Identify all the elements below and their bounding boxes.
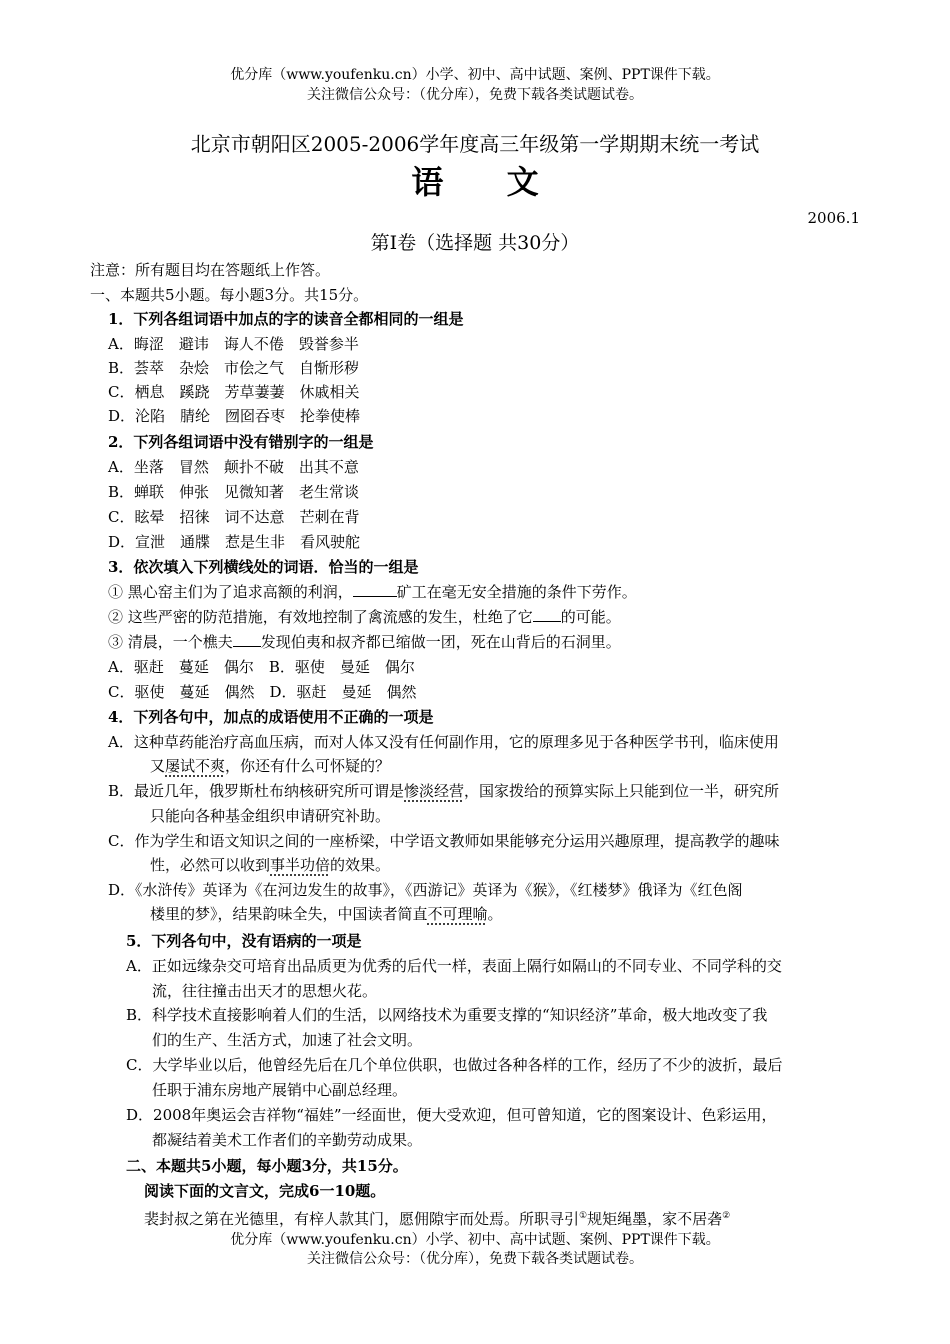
q3-sentence-1 — [108, 582, 637, 602]
q4-stem: 4．下列各句中，加点的成语使用不正确的一项是 — [108, 708, 434, 726]
q1-option-b: B．荟萃 杂烩 市侩之气 自惭形秽 — [108, 359, 360, 377]
q4-option-b-line-1 — [108, 781, 779, 801]
footnote-marker-2: ② — [722, 1211, 731, 1221]
q4-b-pre: B．最近几年，俄罗斯杜布纳核研究所可谓是 — [108, 782, 405, 800]
q3-s3-part-b: 发现伯夷和叔齐都已缩做一团，死在山背后的石洞里。 — [260, 633, 621, 651]
q2-option-d: D．宣泄 通牒 惹是生非 看风驶舵 — [108, 533, 361, 551]
q4-option-d-line-1: D．《水浒传》英译为《在河边发生的故事》，《西游记》英译为《猴》，《红楼梦》俄译为《红色阁 — [108, 881, 743, 899]
q1-option-d: D．沦陷 腈纶 囫囵吞枣 抡拳使棒 — [108, 407, 361, 425]
reading-prompt: 阅读下面的文言文，完成6一10题。 — [144, 1182, 386, 1200]
q3-stem: 3．依次填入下列横线处的词语．恰当的一组是 — [108, 558, 419, 576]
q4-option-a-line-2 — [150, 756, 390, 776]
q3-s2-part-a: ② 这些严密的防范措施，有效地控制了禽流感的发生，杜绝了它 — [108, 608, 533, 626]
q4-option-c-line-1: C．作为学生和语文知识之间的一座桥梁，中学语文教师如果能够充分运用兴趣原理，提高教学的趣味 — [108, 832, 780, 850]
blank-line — [233, 632, 261, 647]
q4-b-post: ，国家拨给的预算实际上只能到位一半，研究所 — [464, 782, 780, 800]
q3-s1-part-a: ① 黑心窑主们为了追求高额的利润， — [108, 583, 353, 601]
exam-date: 2006.1 — [807, 209, 860, 227]
q4-option-b-line-2: 只能向各种基金组织申请研究补助。 — [150, 807, 391, 825]
q4-d-dotted-idiom: 不可理喻 — [427, 905, 488, 923]
q4-d-pre: 楼里的梦》，结果韵味全失，中国读者简直 — [150, 905, 428, 923]
q5-option-b-line-1: B．科学技术直接影响着人们的生活，以网络技术为重要支撑的“知识经济”革命，极大地改变了我 — [126, 1006, 768, 1024]
q5-stem: 5．下列各句中，没有语病的一项是 — [126, 932, 362, 950]
q4-d-post: 。 — [487, 905, 503, 923]
q3-s1-part-b: 矿工在毫无安全措施的条件下劳作。 — [396, 583, 637, 601]
footer-line-2: 关注微信公众号：（优分库），免费下载各类试题试卷。 — [307, 1251, 643, 1267]
blank-line — [533, 607, 561, 622]
footer-line-1: 优分库（www.youfenku.cn）小学、初中、高中试题、案例、PPT课件下载。 — [230, 1232, 720, 1248]
q3-s2-part-b: 的可能。 — [560, 608, 621, 626]
header-line-1: 优分库（www.youfenku.cn）小学、初中、高中试题、案例、PPT课件下载。 — [230, 67, 720, 83]
q4-a-pre: 又 — [150, 757, 166, 775]
q3-options-cd: C．驱使 蔓延 偶然 D．驱赶 曼延 偶然 — [108, 683, 417, 701]
q4-option-d-line-2 — [150, 904, 503, 924]
subject-title: 语 文 — [411, 163, 565, 201]
q4-c-dotted-idiom: 事半功倍 — [270, 856, 331, 874]
section-title: 第I卷（选择题 共30分） — [370, 232, 580, 254]
q5-option-d-line-1: D．2008年奥运会吉祥物“福娃”一经面世，便大受欢迎，但可曾知道，它的图案设计、色彩运用， — [126, 1106, 777, 1124]
q3-s3-part-a: ③ 清晨，一个樵夫 — [108, 633, 233, 651]
q2-stem: 2．下列各组词语中没有错别字的一组是 — [108, 433, 374, 451]
q5-option-c-line-1: C．大学毕业以后，他曾经先后在几个单位供职，也做过各种各样的工作，经历了不少的波折，最后 — [126, 1056, 783, 1074]
q5-option-a-line-1: A．正如远缘杂交可培育出品质更为优秀的后代一样，表面上隔行如隔山的不同专业、不同学科的交 — [126, 957, 782, 975]
notice: 注意：所有题目均在答题纸上作答。 — [90, 261, 331, 279]
q2-option-c: C．眩晕 招徕 词不达意 芒刺在背 — [108, 508, 360, 526]
q4-b-dotted-idiom: 惨淡经营 — [404, 782, 465, 800]
section-2-heading: 二、本题共5小题，每小题3分，共15分。 — [126, 1157, 408, 1175]
footnote-marker-1: ① — [579, 1211, 588, 1221]
q4-c-post: 的效果。 — [330, 856, 391, 874]
q3-sentence-3 — [108, 632, 621, 652]
q1-option-c: C．栖息 蹊跷 芳草萋萋 休戚相关 — [108, 383, 360, 401]
passage-part-b: 规矩绳墨，家不居砻 — [587, 1210, 723, 1228]
exam-title: 北京市朝阳区2005-2006学年度高三年级第一学期期末统一考试 — [190, 132, 760, 156]
header-line-2: 关注微信公众号：（优分库），免费下载各类试题试卷。 — [307, 87, 643, 103]
q1-stem: 1．下列各组词语中加点的字的读音全都相同的一组是 — [108, 310, 464, 328]
blank-line — [353, 582, 397, 597]
q5-option-d-line-2: 都凝结着美术工作者们的辛勤劳动成果。 — [152, 1131, 423, 1149]
q4-option-c-line-2 — [150, 855, 390, 875]
section-1-heading: 一、本题共5小题。每小题3分。共15分。 — [90, 286, 369, 304]
q5-option-b-line-2: 们的生产、生活方式，加速了社会文明。 — [152, 1031, 423, 1049]
q1-option-a: A．晦涩 避讳 诲人不倦 毁誉参半 — [108, 335, 359, 353]
q3-sentence-2 — [108, 607, 621, 627]
q4-c-pre: 性，必然可以收到 — [150, 856, 271, 874]
q4-a-dotted-idiom: 屡试不爽 — [165, 757, 226, 775]
q3-options-ab: A．驱赶 蔓延 偶尔 B．驱使 曼延 偶尔 — [108, 658, 415, 676]
q2-option-b: B．蝉联 伸张 见微知著 老生常谈 — [108, 483, 360, 501]
passage-part-a: 裴封叔之第在光德里，有梓人款其门，愿佣隙宇而处焉。所职寻引 — [144, 1210, 580, 1228]
passage-line-1 — [144, 1206, 730, 1229]
q5-option-c-line-2: 任职于浦东房地产展销中心副总经理。 — [152, 1081, 408, 1099]
q5-option-a-line-2: 流，往往撞击出天才的思想火花。 — [152, 982, 378, 1000]
q4-option-a-line-1: A．这种草药能治疗高血压病，而对人体又没有任何副作用，它的原理多见于各种医学书刊，临床使用 — [108, 733, 779, 751]
q2-option-a: A．坐落 冒然 颠扑不破 出其不意 — [108, 458, 359, 476]
q4-a-post: ，你还有什么可怀疑的？ — [225, 757, 391, 775]
